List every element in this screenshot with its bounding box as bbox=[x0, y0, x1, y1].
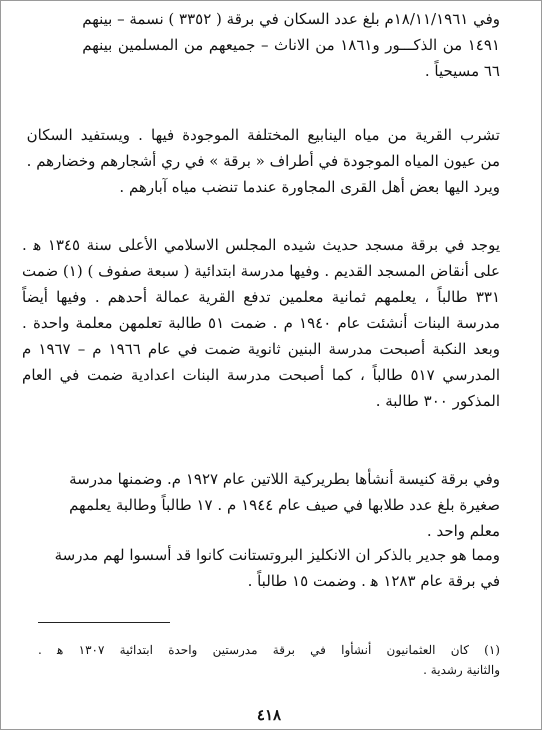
paragraph-protestant-school bbox=[55, 542, 500, 594]
text-line: وبعد النكبة أصبحت مدرسة البنين ثانوية ضمت في عام ١٩٦٦ م – ١٩٦٧ م bbox=[22, 340, 500, 358]
text-line: ويرد اليها بعض أهل القرى المجاورة عندما تنضب مياه آبارهم . bbox=[119, 178, 500, 196]
paragraph-mosque-schools bbox=[22, 232, 500, 414]
text-line: يوجد في برقة مسجد حديث شيده المجلس الاسلامي الأعلى سنة ١٣٤٥ ﻫ . bbox=[22, 236, 500, 254]
text-line: ٦٦ مسيحياً . bbox=[424, 62, 500, 80]
text-line: من عيون المياه الموجودة في أطراف « برقة » في ري أشجارهم وخضارهم . bbox=[26, 152, 500, 170]
text-line: معلم واحد . bbox=[426, 522, 500, 540]
footnote-line: (١) كان العثمانيون أنشأوا في برقة مدرستين واحدة ابتدائية ١٣٠٧ ﻫ . bbox=[38, 643, 500, 657]
page-number: ٤١٨ bbox=[256, 706, 282, 724]
paragraph-water bbox=[27, 122, 500, 200]
footnote-divider bbox=[38, 622, 170, 623]
footnote bbox=[38, 640, 500, 680]
text-line: ٣٣١ طالباً ، يعلمهم ثمانية معلمين تدفع القرية عمالة أحدهم . وفيها أيضاً bbox=[22, 288, 500, 306]
text-line: تشرب القرية من مياه الينابيع المختلفة الموجودة فيها . ويستفيد السكان bbox=[26, 126, 500, 144]
text-line: على أنقاض المسجد القديم . وفيها مدرسة ابتدائية ( سبعة صفوف ) (١) ضمت bbox=[22, 262, 500, 280]
text-line: وفي ١٨/١١/١٩٦١م بلغ عدد السكان في برقة ( ٣٣٥٢ ) نسمة – بينهم bbox=[82, 10, 500, 28]
paragraph-church bbox=[69, 466, 500, 544]
text-line: المدرسي ٥١٧ طالباً ، كما أصبحت مدرسة البنات اعدادية ضمت في العام bbox=[22, 366, 500, 384]
paragraph-population bbox=[82, 6, 500, 84]
text-line: في برقة عام ١٢٨٣ ﻫ . وضمت ١٥ طالباً . bbox=[247, 572, 500, 590]
footnote-line: والثانية رشدية . bbox=[423, 663, 500, 677]
text-line: المذكور ٣٠٠ طالبة . bbox=[375, 392, 500, 410]
text-line: مدرسة البنات أنشئت عام ١٩٤٠ م . ضمت ٥١ طالبة تعلمهن معلمة واحدة . bbox=[22, 314, 500, 332]
text-line: ١٤٩١ من الذكـــور و١٨٦١ من الاناث – جميعهم من المسلمين بينهم bbox=[82, 36, 500, 54]
text-line: صغيرة بلغ عدد طلابها في صيف عام ١٩٤٤ م . ١٧ طالباً وطالبة يعلمهم bbox=[69, 496, 500, 514]
text-line: وفي برقة كنيسة أنشأها بطريركية اللاتين عام ١٩٢٧ م. وضمنها مدرسة bbox=[69, 470, 500, 488]
text-line: ومما هو جدير بالذكر ان الانكليز البروتستانت كانوا قد أسسوا لهم مدرسة bbox=[54, 546, 500, 564]
